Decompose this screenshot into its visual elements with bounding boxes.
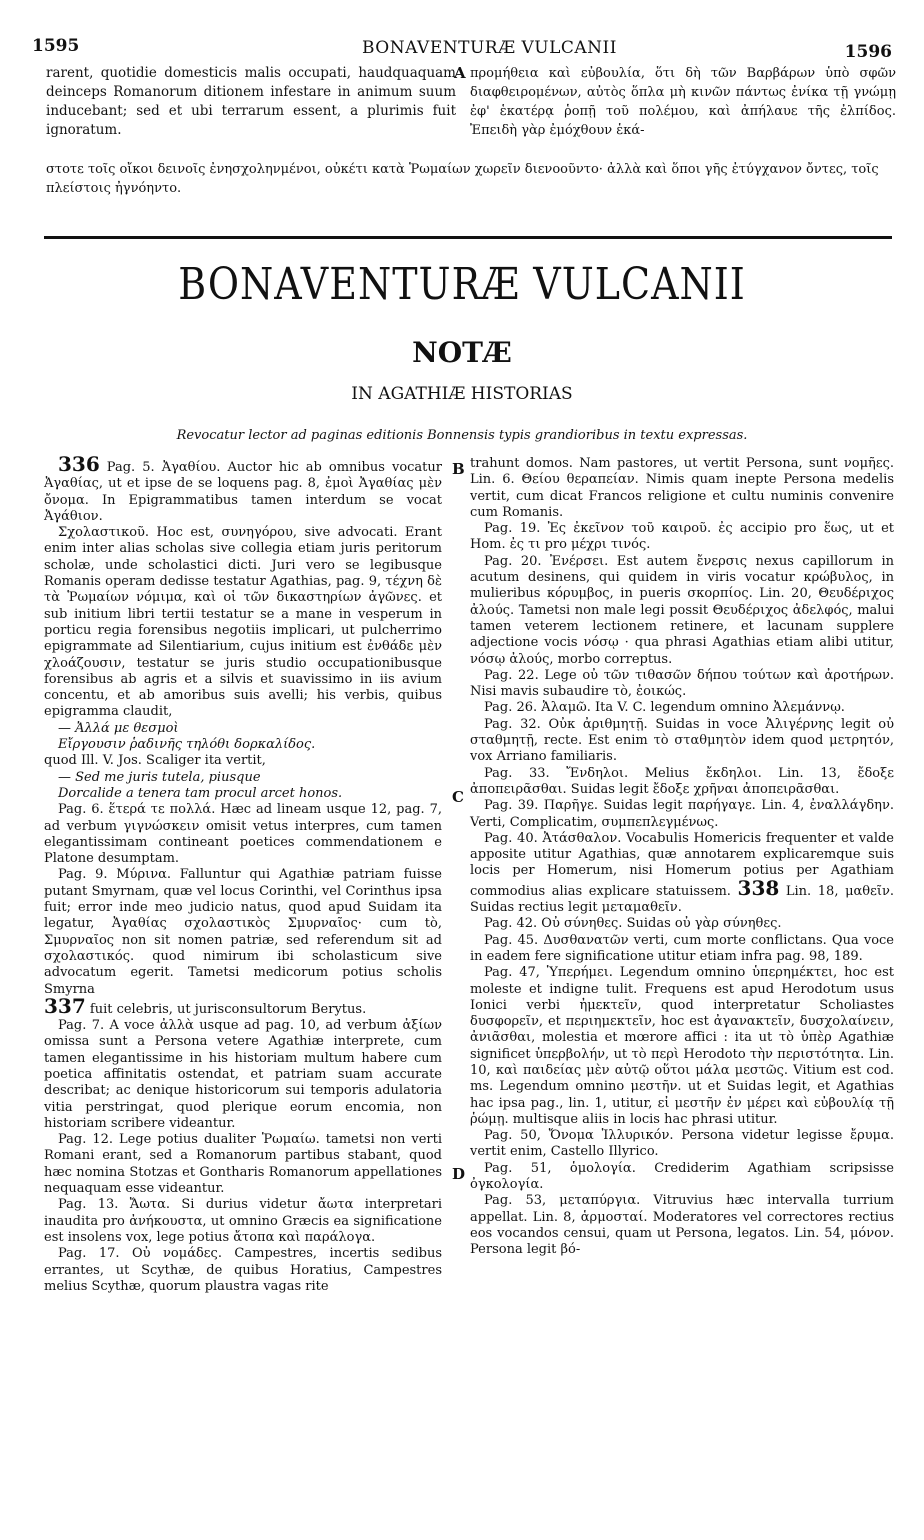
paragraph-text: Pag. 26. Ἀλαμῶ. Ita V. C. legendum omnino Ἀλεμάννῳ. xyxy=(484,700,845,716)
paragraph-text: Lin. 18, μαθεῖν. Suidas rectius legit μεταμαθεῖν. xyxy=(470,883,894,916)
margin-letter-d: D xyxy=(452,1165,466,1183)
paragraph-text: Σχολαστικοῦ. Hoc est, συνηγόρου, sive advocati. Erant enim inter alias scholas sive collegia etiam juris peritorum scholæ, unde scholastici dicti. Juri vero se legibusque Romanis operam dedisse testatur Agathias, pag. 9, τέχνη δὲ τὰ Ῥωμαίων νόμιμα, καὶ οἱ τῶν δικαστηρίων ἀγῶνες. et sub initium libri tertii testatur se a mane in vesperum in porticu regia forensibus negotiis implicari, ut pulcherrimo epigrammate ad Silentiarium, cujus initium est ἐνθάδε μὲν χλοάζουσιν, testatur se juris studio occupationibusque forensibus ab agris et a silvis et suavissimo in iis avium concentu, et ab amoribus suis avelli; his verbis, quibus epigramma claudit, xyxy=(44,525,442,720)
section-subheading: IN AGATHIÆ HISTORIAS xyxy=(351,384,573,404)
paragraph-text: Pag. 32. Οὐκ ἀριθμητῇ. Suidas in voce Ἀλιγέρνης legit οὐ σταθμητῇ, recte. Est enim τὸ σταθμητὸν idem quod μετρητόν, vox Arriano familiaris. xyxy=(470,716,894,765)
paragraph-text: Pag. 5. Ἀγαθίου. Auctor hic ab omnibus vocatur Ἀγαθίας, ut et ipse de se loquens pag. 8, ἐμοὶ Ἀγαθίας μὲν ὄνομα. In Epigrammatibus tamen interdum se vocat Ἀγάθιον. xyxy=(44,460,442,524)
verse-line xyxy=(44,786,442,802)
paragraph-text: Pag. 9. Μύρινα. Falluntur qui Agathiæ patriam fuisse putant Smyrnam, quæ vel locus Corinthi, vel Corinthus ipsa fuit; error inde meo judicio natus, quod apud Suidam ita legatur, Ἀγαθίας σχολαστικὸς Σμυρναῖος· cum tò, Σμυρναῖος non sit nomen patriæ, sed referendum sit ad σχολαστικός. quod nimirum ibi scholasticum sive advocatum egerit. Tametsi medicorum potius scholis Smyrna xyxy=(44,867,442,997)
note-paragraph xyxy=(44,1132,442,1197)
note-paragraph xyxy=(470,916,894,932)
paragraph-text: fuit celebris, ut jurisconsultorum Berytus. xyxy=(85,1001,367,1017)
paragraph-text: Pag. 53, μεταπύργια. Vitruvius hæc intervalla turrium appellat. Lin. 8, ἁρμοσταί. Moderatores vel correctores rectius eos vocandos censui, quam ut Persona, legatos. Lin. 54, μόνον. Persona legit βό- xyxy=(470,1193,894,1258)
right-column xyxy=(470,456,894,1259)
verse-line xyxy=(44,737,442,753)
page-number-right: 1596 xyxy=(844,42,892,62)
paragraph-text: Pag. 45. Δυσθανατῶν verti, cum morte conflictans. Qua voce in eadem fere significatione utitur etiam infra pag. 98, 189. xyxy=(470,932,894,964)
margin-letter-a: A xyxy=(454,64,466,82)
note-paragraph xyxy=(470,1128,894,1161)
paragraph-text: Pag. 40. Ἀτάσθαλον. Vocabulis Homericis frequenter et valde apposite utitur Agathias, quæ annotarem explicaremque suis locis per Homerum, nisi Homerum potius per Agathiam commodius alias explicare statuissem. xyxy=(470,830,894,899)
note-paragraph xyxy=(470,717,894,766)
note-paragraph xyxy=(44,993,442,1018)
paragraph-text: Pag. 50, Ὄνομα Ἰλλυρικόν. Persona videtur legisse ἔρυμα. vertit enim, Castello Illyrico. xyxy=(470,1128,894,1160)
note-paragraph xyxy=(44,753,442,769)
note-paragraph xyxy=(470,1161,894,1194)
edition-page-marker: 336 xyxy=(58,452,100,476)
verse-text: — Ἀλλά με θεσμοὶ xyxy=(58,720,179,736)
verse-line xyxy=(44,721,442,737)
running-header xyxy=(32,36,892,64)
paragraph-text: Pag. 33. Ἔνδηλοι. Melius ἔκδηλοι. Lin. 13, ἔδοξε ἀποπειρᾶσθαι. Suidas legit ἔδοξε χρῆναι ἀποπειρᾶσθαι. xyxy=(470,765,894,797)
paragraph-text: Pag. 13. Ἄωτα. Si durius videtur ἄωτα interpretari inaudita pro ἀνήκουστα, ut omnino Græcis ea significatione est insolens vox, lege potius ἄτοπα καὶ παράλογα. xyxy=(44,1197,442,1245)
paragraph-text: Pag. 51, ὁμολογία. Crediderim Agathiam scripsisse ὀγκολογία. xyxy=(470,1160,894,1193)
paragraph-text: Pag. 17. Οὐ νομάδες. Campestres, incertis sedibus errantes, ut Scythæ, de quibus Horatius, Campestres melius Scythæ, quorum plaustra vagas rite xyxy=(44,1246,442,1294)
verse-line xyxy=(44,770,442,786)
paragraph-text: Pag. 39. Παρῆγε. Suidas legit παρήγαγε. Lin. 4, ἐναλλάγδην. Verti, Complicatim, συμπεπλεγμένως. xyxy=(470,798,894,830)
note-paragraph xyxy=(44,1197,442,1246)
top-greek-continuation: στοτε τοῖς οἴκοι δεινοῖς ἐνησχοληνμένοι, οὐκέτι κατὰ Ῥωμαίων χωρεῖν διενοοῦντο· ἀλλὰ καὶ ὅποι γῆς ἐτύγχανον ὄντες, τοῖς πλείστοις ἠγνόηντο. xyxy=(46,162,879,196)
top-latin-text: rarent, quotidie domesticis malis occupati, haudquaquam deinceps Romanorum ditionem infestare in animum suum inducebant; sed et ubi terrarum essent, a plurimis fuit ignoratum. xyxy=(46,65,456,138)
verse-text: Dorcalide a tenera tam procul arcet honos. xyxy=(58,785,343,801)
verse-text: Εἴργουσιν ῥαδινῆς τηλόθι δορκαλίδος. xyxy=(58,737,316,753)
edition-page-marker: 338 xyxy=(737,875,780,900)
note-paragraph xyxy=(470,456,894,521)
note-paragraph xyxy=(470,554,894,668)
note-paragraph xyxy=(44,1246,442,1295)
note-paragraph xyxy=(470,798,894,831)
paragraph-text: Pag. 19. Ἐς ἐκεῖνον τοῦ καιροῦ. ἐς accipio pro ἕως, ut et Hom. ἐς τι pro μέχρι τινός. xyxy=(470,521,894,553)
note-paragraph xyxy=(470,668,894,701)
section-title: BONAVENTURÆ VULCANII xyxy=(178,258,746,310)
paragraph-text: Pag. 6. ἕτερά τε πολλά. Hæc ad lineam usque 12, pag. 7, ad verbum γιγνώσκειν omisit vetus interpres, cum tamen elegantissimam contineant poetices commendationem e Platone desumptam. xyxy=(44,802,442,867)
edition-page-marker: 337 xyxy=(44,993,86,1018)
note-paragraph xyxy=(470,965,894,1128)
paragraph-text: Pag. 20. Ἐνέρσει. Est autem ἔνερσις nexus capillorum in acutum desinens, qui quidem in viris vocatur κρώβυλος, in mulieribus κόρυμβος, in pueris σκορπίος. Lin. 20, Θευδέριχος ἀλούς. Tametsi non male legi possit Θευδέριχος ἀδελφός, malui tamen veterem lectionem retinere, et lacunam supplere adjectione vocis νόσῳ · qua phrasi Agathias etiam alibi utitur, νόσῳ ἀλούς, morbo correptus. xyxy=(470,553,894,667)
note-paragraph xyxy=(470,700,894,716)
page-number-left: 1595 xyxy=(32,36,80,56)
paragraph-text: Pag. 7. A voce ἀλλὰ usque ad pag. 10, ad verbum ἀξίων omissa sunt a Persona vetere Agathiæ interprete, cum tamen elegantissime in his historiam multum habere cum poetica affinitatis ostendat, et patriam suam accurate describat; ac denique historicorum sui temporis adulatoria vitia perstringat, quod plerique eorum encomia, non historiam scribere videantur. xyxy=(44,1018,442,1131)
running-title: BONAVENTURÆ VULCANII xyxy=(362,38,617,58)
editorial-note: Revocatur lector ad paginas editionis Bonnensis typis grandioribus in textu expressas. xyxy=(176,428,748,443)
paragraph-text: Pag. 42. Οὐ σύνηθες. Suidas οὐ γὰρ σύνηθες. xyxy=(484,916,782,932)
note-paragraph xyxy=(44,525,442,721)
margin-letter-b: B xyxy=(452,460,465,478)
note-paragraph xyxy=(44,1018,442,1132)
verse-text: — Sed me juris tutela, piusque xyxy=(58,769,261,785)
note-paragraph xyxy=(44,867,442,997)
note-paragraph xyxy=(470,933,894,966)
note-paragraph xyxy=(470,766,894,799)
note-paragraph xyxy=(44,802,442,867)
paragraph-text: Pag. 22. Lege οὐ τῶν τιθασῶν δήπου τούτων καὶ ἀροτήρων. Nisi mavis subaudire τὸ, ἐοικώς. xyxy=(470,667,894,700)
note-paragraph xyxy=(44,452,442,525)
note-paragraph xyxy=(470,831,894,916)
section-subtitle: NOTÆ xyxy=(412,336,512,369)
section-rule xyxy=(44,236,892,239)
left-column xyxy=(44,452,442,1295)
paragraph-text: Pag. 47, Ὑπερήμει. Legendum omnino ὑπερημέκτει, hoc est moleste et indigne tulit. Frequens est apud Herodotum usus Ionici verbi ἠμεκτεῖν, quod interpretatur Scholiastes δυσφορεῖν, et περιημεκτεῖν, hoc est ἀγανακτεῖν, δυσχολαίνειν, ἀνιᾶσθαι, molestia et mœrore affici : ita ut τὸ ὑπὲρ Agathiæ significet ὑπερβολήν, ut τὸ περὶ Herodoto τὴν περιστότητα. Lin. 10, καὶ παιδείας μὲν αὐτῷ οὕτοι μάλα μεστῶς. Vitium est cod. ms. Legendum omnino μεστῆν. ut et Suidas legit, et Agathias hac ipsa pag., lin. 1, utitur, εἰ μεστῆν ἐν μέρει καὶ εὐβουλίᾳ τῇ ῥώμῃ. multisque aliis in locis hac phrasi utitur. xyxy=(470,965,894,1127)
paragraph-text: quod Ill. V. Jos. Scaliger ita vertit, xyxy=(44,753,266,769)
note-paragraph xyxy=(470,521,894,554)
margin-letter-c: C xyxy=(452,788,464,806)
paragraph-text: Pag. 12. Lege potius dualiter Ῥωμαίω. tametsi non verti Romani erant, sed a Romanorum partibus stabant, quod hæc nomina Stotzas et Gontharis Romanorum appellationes nequaquam esse videantur. xyxy=(44,1132,442,1197)
note-paragraph xyxy=(470,1193,894,1258)
top-greek-text: προμήθεια καὶ εὐβουλία, ὅτι δὴ τῶν Βαρβάρων ὑπὸ σφῶν διαφθειρομένων, αὐτὸς ὅπλα μὴ κινῶν πάντως ἐνίκα τῇ γνώμῃ ἐφ' ἑκατέρᾳ ῥοπῇ τοῦ πολέμου, καὶ ἀπήλαυε τῆς ἐλπίδος. Ἐπειδὴ γὰρ ἐμόχθουν ἑκά- xyxy=(470,66,896,138)
paragraph-text: trahunt domos. Nam pastores, ut vertit Persona, sunt νομῆες. Lin. 6. Θείου θεραπείαν. Nimis quam inepte Persona medelis vertit, cum dicat Francos religione et cultu numinis convenire cum Romanis. xyxy=(470,456,894,520)
